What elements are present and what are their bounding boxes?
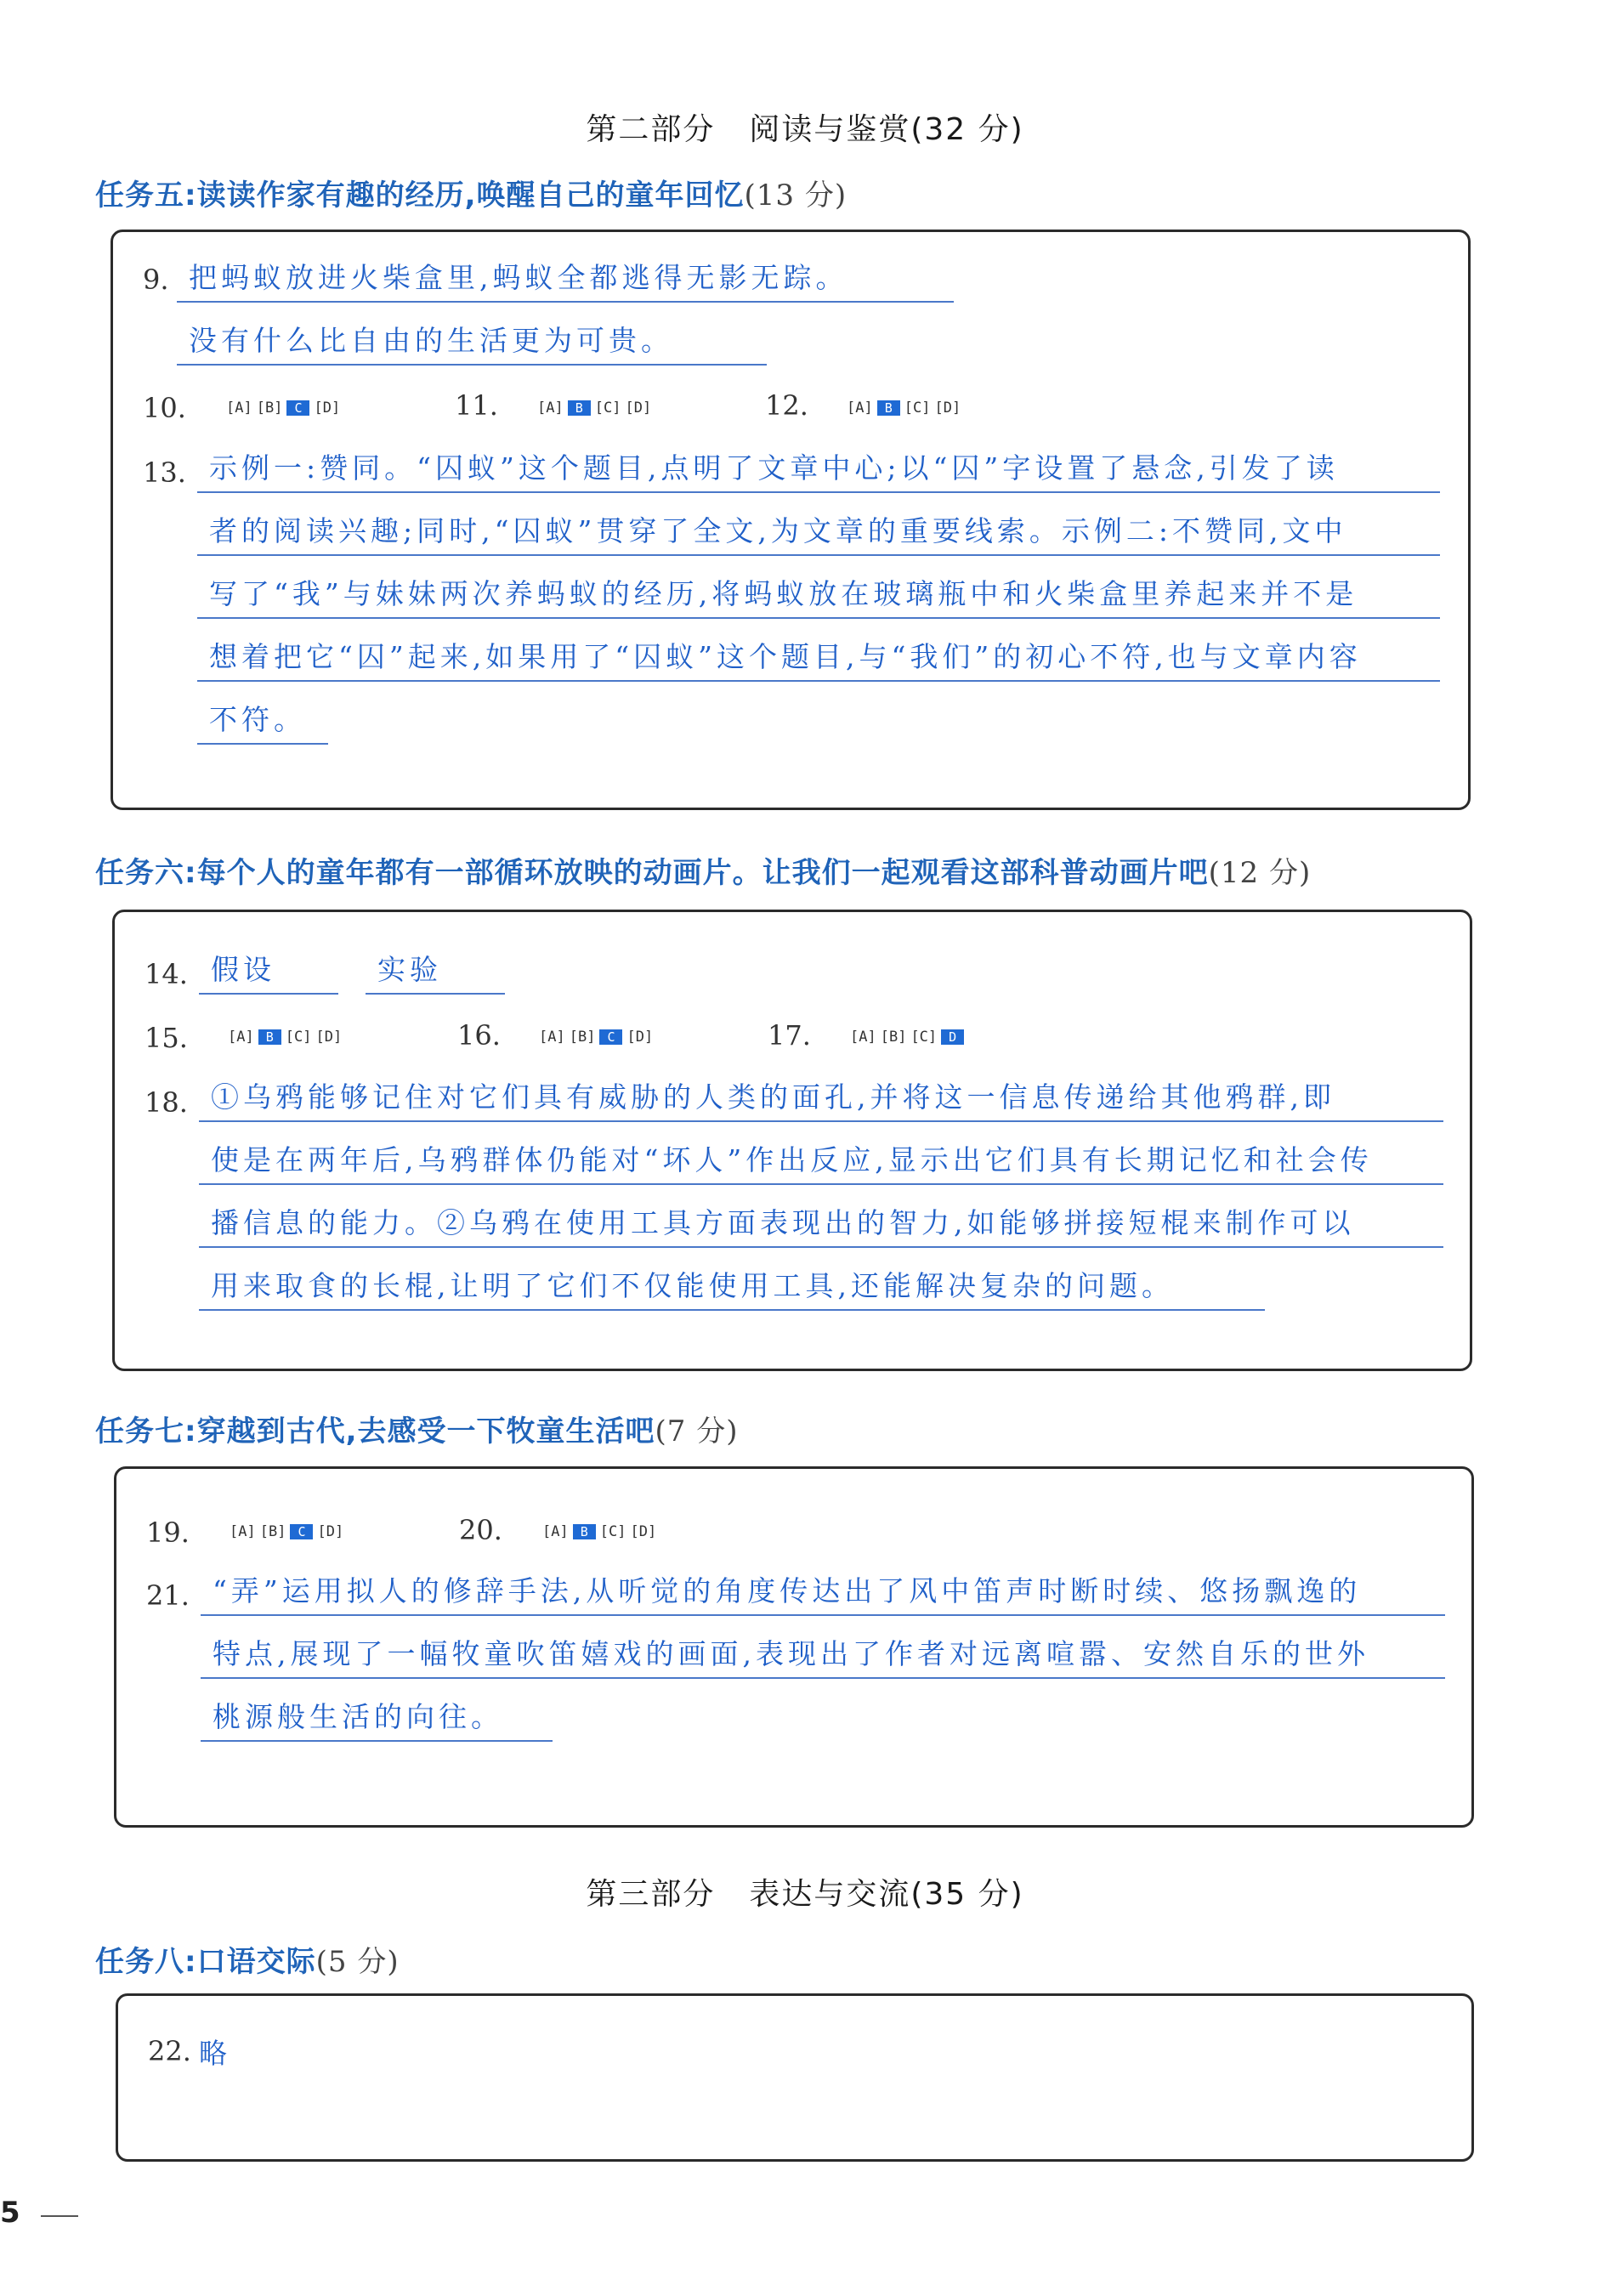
task8-points: (5 分) — [315, 1945, 400, 1979]
q13-answer-line2: 者的阅读兴趣;同时,“囚蚁”贯穿了全文,为文章的重要线索。示例二:不赞同,文中 — [197, 508, 1440, 556]
q21-answer-line3: 桃源般生活的向往。 — [201, 1694, 553, 1742]
part3-title: 第三部分 — [586, 1877, 716, 1912]
q21-number: 21. — [146, 1579, 190, 1612]
part2-subtitle: 阅读与鉴赏(32 分) — [749, 112, 1024, 147]
q12-option-b-selected: B — [877, 400, 900, 416]
q10-number: 10. — [143, 392, 186, 424]
q20-option-a: [A] — [542, 1523, 569, 1540]
q17-option-c: [C] — [910, 1029, 938, 1046]
q12-option-c: [C] — [904, 400, 931, 417]
q19-option-d: [D] — [317, 1523, 344, 1540]
q16-choices — [539, 1027, 657, 1047]
q17-option-a: [A] — [850, 1029, 876, 1046]
q9-number: 9. — [143, 264, 169, 296]
q12-number: 12. — [765, 389, 808, 422]
q16-number: 16. — [457, 1019, 501, 1052]
task8-title — [95, 1938, 400, 1980]
q20-number: 20. — [459, 1514, 502, 1546]
q17-option-b: [B] — [880, 1029, 907, 1046]
q10-option-d: [D] — [314, 400, 341, 417]
q11-option-c: [C] — [594, 400, 621, 417]
q13-number: 13. — [143, 456, 186, 489]
page-number: 5 — [0, 2196, 20, 2230]
q18-answer-line1: ①乌鸦能够记住对它们具有威胁的人类的面孔,并将这一信息传递给其他鸦群,即 — [199, 1074, 1443, 1122]
q22-number: 22. — [148, 2035, 191, 2067]
q19-number: 19. — [146, 1516, 190, 1549]
task7-title — [95, 1408, 738, 1449]
q9-answer-line2: 没有什么比自由的生活更为可贵。 — [177, 318, 767, 366]
task8-title-text: 任务八:口语交际 — [95, 1945, 316, 1979]
part3-subtitle: 表达与交流(35 分) — [749, 1877, 1024, 1912]
q13-answer-line4: 想着把它“囚”起来,如果用了“囚蚁”这个题目,与“我们”的初心不符,也与文章内容 — [197, 634, 1440, 682]
q10-choices — [226, 398, 344, 418]
q14-answer-2: 实验 — [366, 947, 505, 995]
q10-option-c-selected: C — [286, 400, 309, 416]
q9-answer-line1: 把蚂蚁放进火柴盒里,蚂蚁全都逃得无影无踪。 — [177, 255, 954, 303]
q15-choices — [228, 1027, 346, 1047]
q22-answer: 略 — [199, 2037, 227, 2070]
q20-choices — [542, 1522, 660, 1542]
q16-option-d: [D] — [626, 1029, 654, 1046]
q10-option-b: [B] — [256, 400, 283, 417]
q15-option-c: [C] — [285, 1029, 312, 1046]
task6-title-text: 任务六:每个人的童年都有一部循环放映的动画片。让我们一起观看这部科普动画片吧 — [95, 856, 1209, 890]
q13-answer-line5: 不符。 — [197, 697, 328, 745]
task8-answer-box — [116, 1993, 1474, 2162]
q12-choices — [847, 398, 965, 418]
task7-title-text: 任务七:穿越到古代,去感受一下牧童生活吧 — [95, 1414, 655, 1448]
q12-option-d: [D] — [934, 400, 961, 417]
task5-title-text: 任务五:读读作家有趣的经历,唤醒自己的童年回忆 — [95, 179, 745, 213]
q15-number: 15. — [145, 1022, 188, 1054]
task6-points: (12 分) — [1208, 856, 1312, 890]
q10-option-a: [A] — [226, 400, 252, 417]
part2-heading — [0, 105, 1610, 149]
q16-option-c-selected: C — [599, 1029, 622, 1045]
task5-points: (13 分) — [744, 179, 848, 213]
q17-choices — [850, 1027, 968, 1047]
q20-option-c: [C] — [599, 1523, 626, 1540]
q19-choices — [230, 1522, 348, 1542]
q18-answer-line3: 播信息的能力。②乌鸦在使用工具方面表现出的智力,如能够拼接短棍来制作可以 — [199, 1200, 1443, 1248]
q18-answer-line4: 用来取食的长棍,让明了它们不仅能使用工具,还能解决复杂的问题。 — [199, 1263, 1265, 1311]
q20-option-b-selected: B — [573, 1524, 596, 1539]
q11-number: 11. — [455, 389, 498, 422]
q15-option-d: [D] — [315, 1029, 343, 1046]
q16-option-a: [A] — [539, 1029, 565, 1046]
q17-option-d-selected: D — [941, 1029, 964, 1045]
q21-answer-line1: “弄”运用拟人的修辞手法,从听觉的角度传达出了风中笛声时断时续、悠扬飘逸的 — [201, 1568, 1445, 1616]
q11-option-b-selected: B — [568, 400, 591, 416]
page-number-dash — [41, 2215, 78, 2217]
q18-answer-line2: 使是在两年后,乌鸦群体仍能对“坏人”作出反应,显示出它们具有长期记忆和社会传 — [199, 1137, 1443, 1185]
q20-option-d: [D] — [630, 1523, 657, 1540]
q14-number: 14. — [145, 958, 188, 990]
q19-option-a: [A] — [230, 1523, 256, 1540]
part3-heading — [0, 1870, 1610, 1913]
task5-title — [95, 172, 847, 213]
q17-number: 17. — [768, 1019, 811, 1052]
task7-points: (7 分) — [655, 1414, 739, 1448]
q16-option-b: [B] — [569, 1029, 596, 1046]
q15-option-a: [A] — [228, 1029, 254, 1046]
q21-answer-line2: 特点,展现了一幅牧童吹笛嬉戏的画面,表现出了作者对远离喧嚣、安然自乐的世外 — [201, 1631, 1445, 1679]
q13-answer-line1: 示例一:赞同。“囚蚁”这个题目,点明了文章中心;以“囚”字设置了悬念,引发了读 — [197, 445, 1440, 493]
q13-answer-line3: 写了“我”与妹妹两次养蚂蚁的经历,将蚂蚁放在玻璃瓶中和火柴盒里养起来并不是 — [197, 571, 1440, 619]
q14-answer-1: 假设 — [199, 947, 338, 995]
q12-option-a: [A] — [847, 400, 873, 417]
q19-option-c-selected: C — [290, 1524, 313, 1539]
task6-title — [95, 849, 1311, 891]
q19-option-b: [B] — [259, 1523, 286, 1540]
q11-option-a: [A] — [537, 400, 564, 417]
q11-choices — [537, 398, 655, 418]
q11-option-d: [D] — [625, 400, 652, 417]
q15-option-b-selected: B — [258, 1029, 281, 1045]
part2-title: 第二部分 — [586, 112, 716, 147]
q18-number: 18. — [145, 1086, 188, 1119]
